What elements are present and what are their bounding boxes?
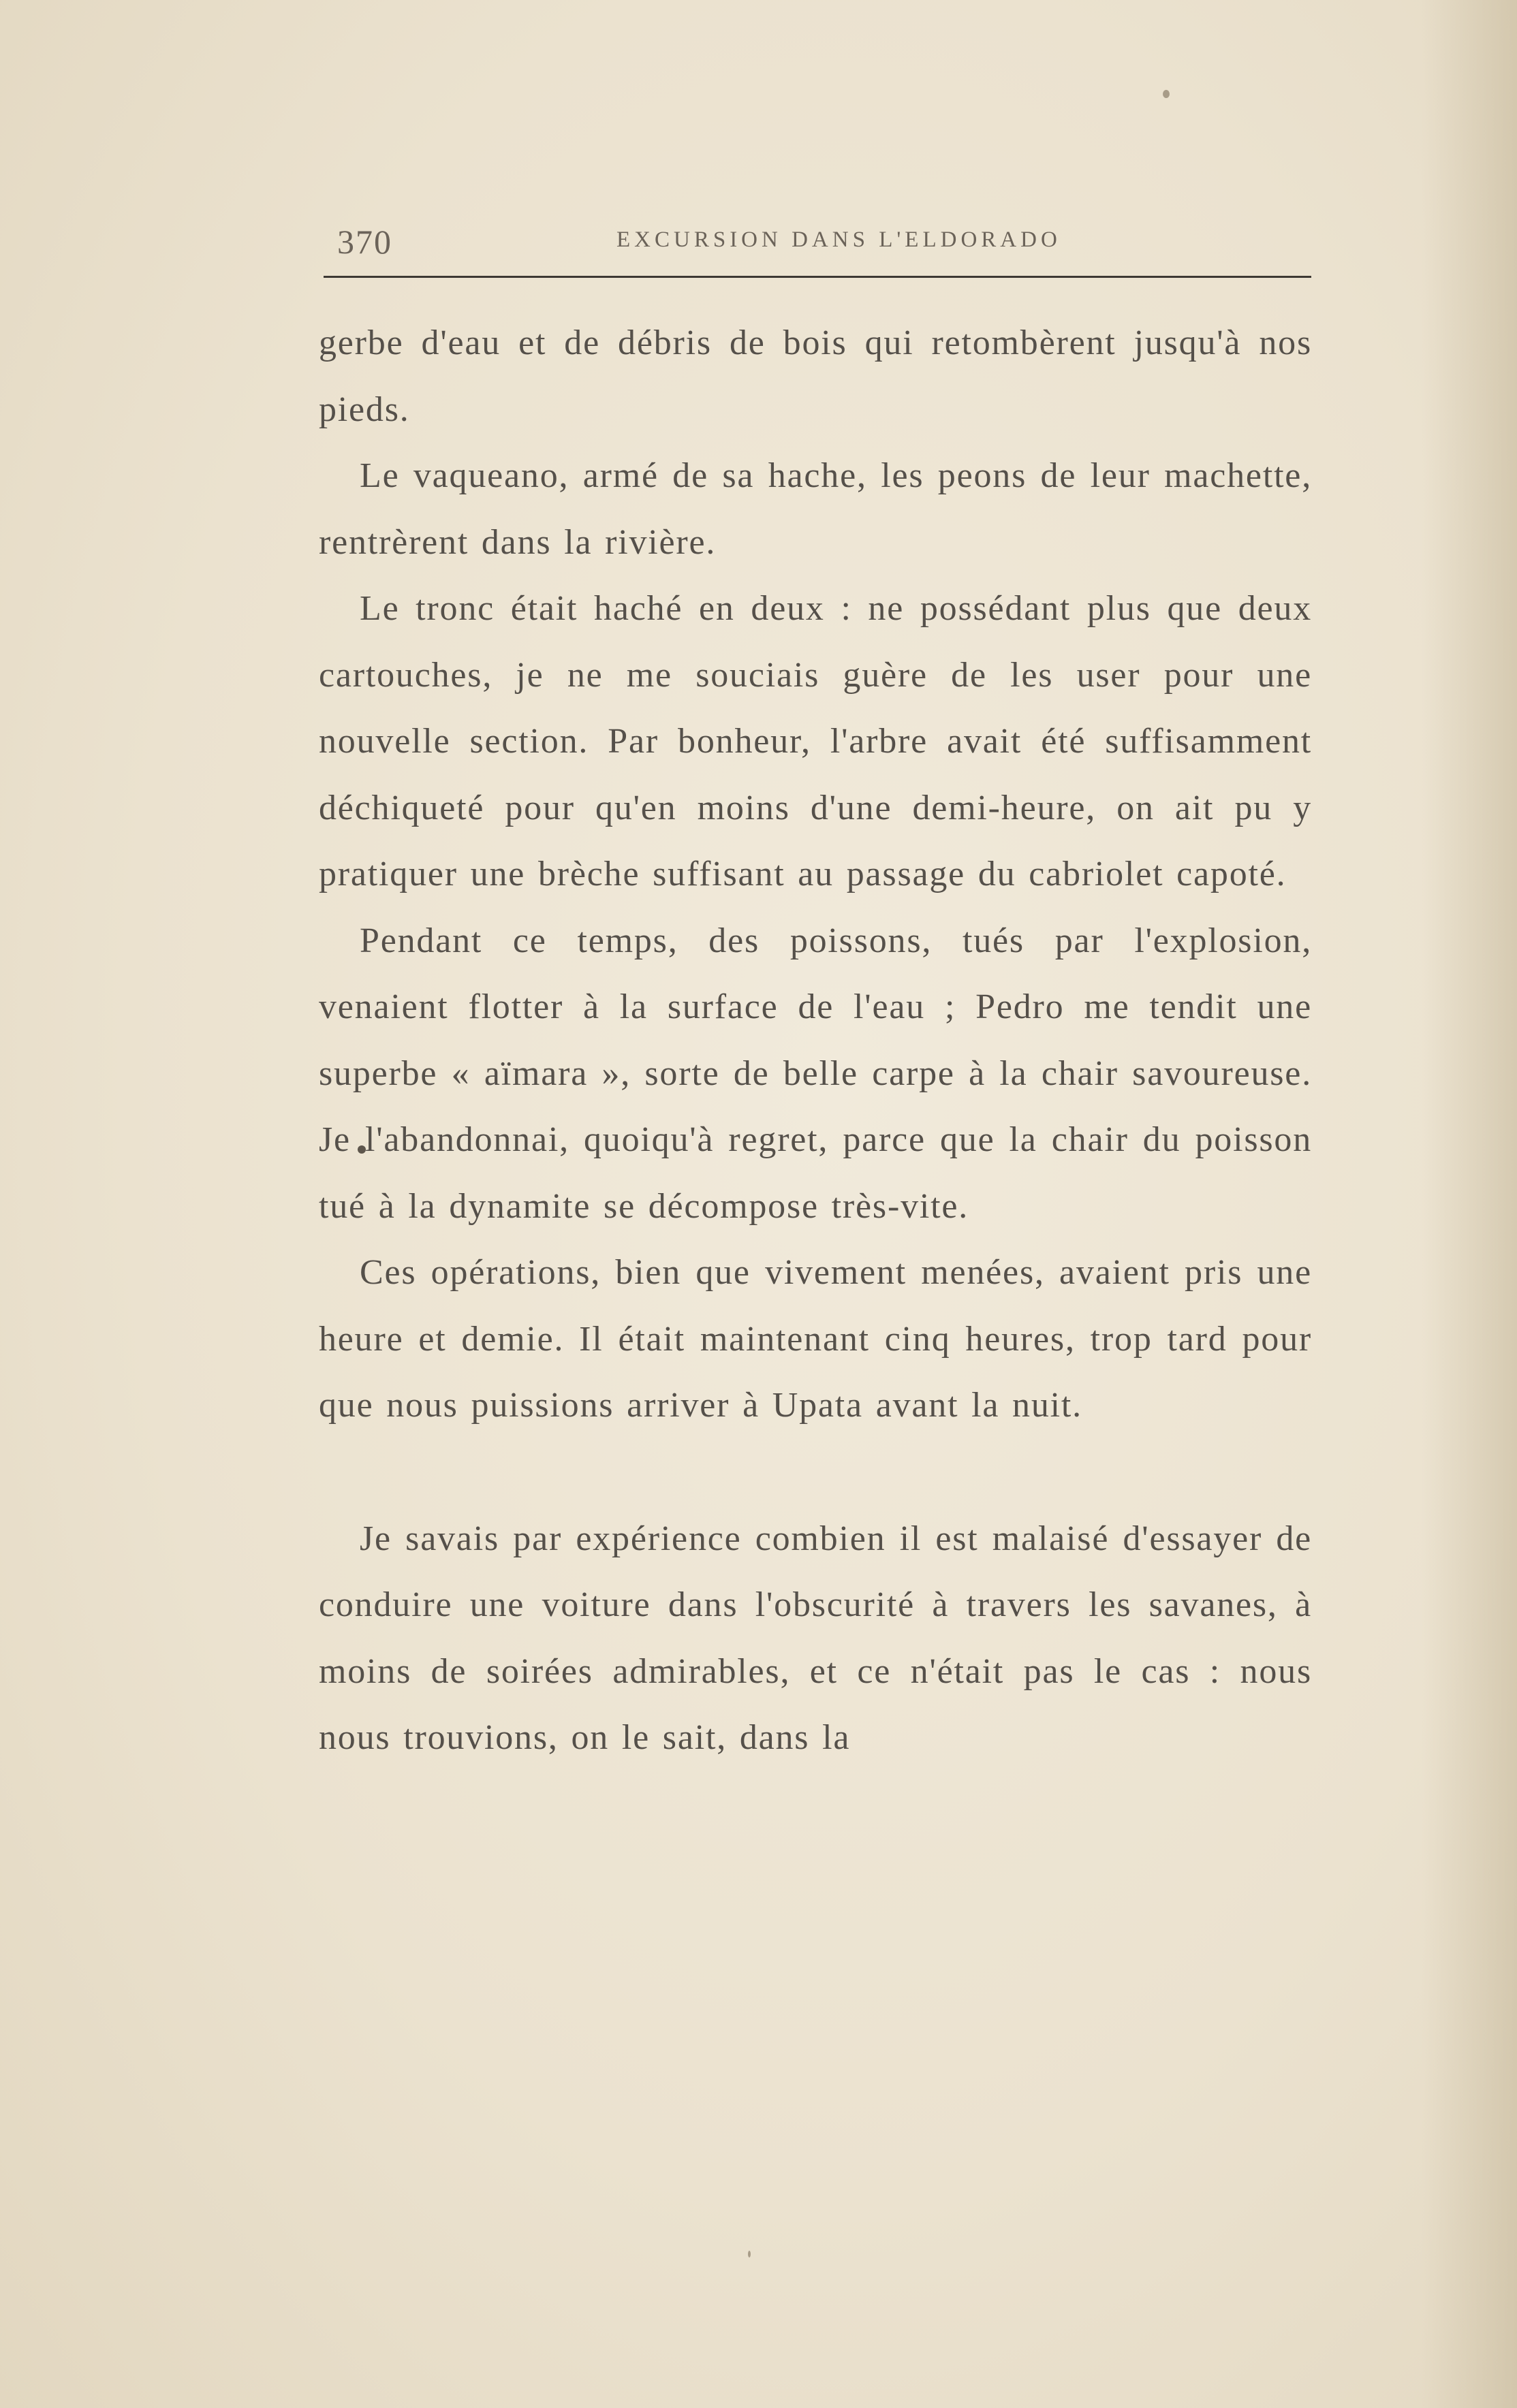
- paragraph: Le vaqueano, armé de sa hache, les peons de leur machette, rentrèrent dans la rivière.: [319, 456, 1312, 562]
- paper-speck: [1163, 90, 1170, 98]
- header-rule: [324, 276, 1311, 278]
- running-head: EXCURSION DANS L'ELDORADO: [616, 227, 1061, 252]
- page-number: 370: [337, 223, 392, 261]
- page-header: [324, 217, 1311, 271]
- paper-speck: [748, 2251, 751, 2258]
- paragraph: Je savais par expérience combien il est malaisé d'essayer de conduire une voiture dans l'obscurité à travers les savanes, à moins de soirées admirables, et ce n'était pas le cas : nous nous trouvions, on le sait, dans la: [319, 1519, 1312, 1757]
- paragraph: gerbe d'eau et de débris de bois qui retombèrent jusqu'à nos pieds.: [319, 323, 1312, 429]
- paragraph: Le tronc était haché en deux : ne possédant plus que deux cartouches, je ne me souciais guère de les user pour une nouvelle section. Par bonheur, l'arbre avait été suffisamment déchiqueté pour qu'en moins d'une demi-heure, on ait pu y pratiquer une brèche suffisant au passage du cabriolet capoté.: [319, 589, 1312, 893]
- page-edge-shadow: [1422, 0, 1517, 2408]
- page-body: [319, 310, 1312, 1771]
- paragraph: Ces opérations, bien que vivement menées, avaient pris une heure et demie. Il était maintenant cinq heures, trop tard pour que nous puissions arriver à Upata avant la nuit.: [319, 1253, 1312, 1425]
- paragraph: Pendant ce temps, des poissons, tués par l'explosion, venaient flotter à la surface de l'eau ; Pedro me tendit une superbe « aïmara », sorte de belle carpe à la chair savoureuse. Je l'abandonnai, quoiqu'à regret, parce que la chair du poisson tué à la dynamite se décompose très-vite.: [319, 921, 1312, 1226]
